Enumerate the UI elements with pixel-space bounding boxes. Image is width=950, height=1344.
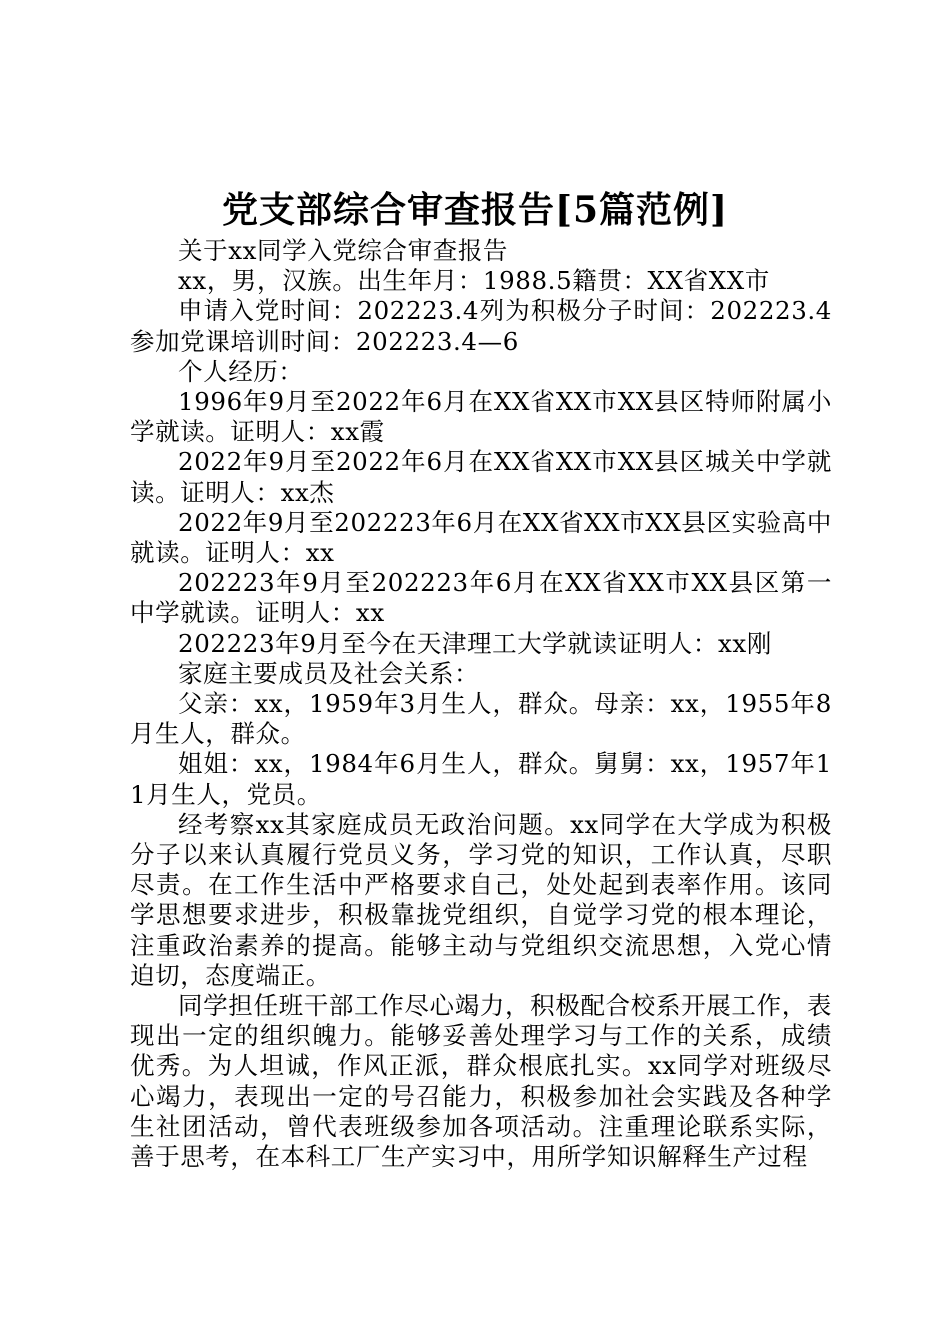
paragraph-performance: 同学担任班干部工作尽心竭力，积极配合校系开展工作，表现出一定的组织魄力。能够妥善处理学习与工作的关系，成绩优秀。为人坦诚，作风正派，群众根底扎实。xx同学对班级尽心竭力，表现出一定的号召能力，积极参加社会实践及各种学生社团活动，曾代表班级参加各项活动。注重理论联系实际，善于思考，在本科工厂生产实习中，用所学知识解释生产过程 [130, 991, 832, 1172]
document-body [130, 236, 832, 1172]
paragraph-basic-info: xx，男，汉族。出生年月：1988.5籍贯：XX省XX市 [178, 266, 770, 296]
paragraph-experience-high: 2022年9月至202223年6月在XX省XX市XX县区实验高中就读。证明人：xx [130, 507, 832, 568]
paragraph-assessment: 经考察xx其家庭成员无政治问题。xx同学在大学成为积极分子以来认真履行党员义务，学习党的知识，工作认真，尽职尽责。在工作生活中严格要求自己，处处起到表率作用。该同学思想要求进步，积极靠拢党组织，自觉学习党的根本理论，注重政治素养的提高。能够主动与党组织交流思想，入党心情迫切，态度端正。 [130, 809, 832, 990]
paragraph-family-relatives: 姐姐：xx，1984年6月生人，群众。舅舅：xx，1957年11月生人，党员。 [130, 749, 832, 809]
paragraph-family-parents: 父亲：xx，1959年3月生人，群众。母亲：xx，1955年8月生人，群众。 [130, 689, 832, 749]
paragraph-experience-middle: 2022年9月至2022年6月在XX省XX市XX县区城关中学就读。证明人：xx杰 [130, 447, 832, 507]
paragraph-family-heading: 家庭主要成员及社会关系： [178, 658, 480, 688]
paragraph-experience-first-middle: 202223年9月至202223年6月在XX省XX市XX县区第一中学就读。证明人：xx [130, 568, 832, 628]
paragraph-report-heading: 关于xx同学入党综合审查报告 [178, 236, 509, 265]
paragraph-experience-heading: 个人经历： [178, 356, 304, 386]
paragraph-experience-primary: 1996年9月至2022年6月在XX省XX市XX县区特师附属小学就读。证明人：xx霞 [130, 387, 832, 447]
paragraph-application-dates: 申请入党时间：202223.4列为积极分子时间：202223.4参加党课培训时间：202223.4—6 [130, 296, 832, 356]
document-title: 党支部综合审查报告[5篇范例] [221, 189, 729, 231]
paragraph-experience-university: 202223年9月至今在天津理工大学就读证明人：xx刚 [178, 628, 772, 658]
